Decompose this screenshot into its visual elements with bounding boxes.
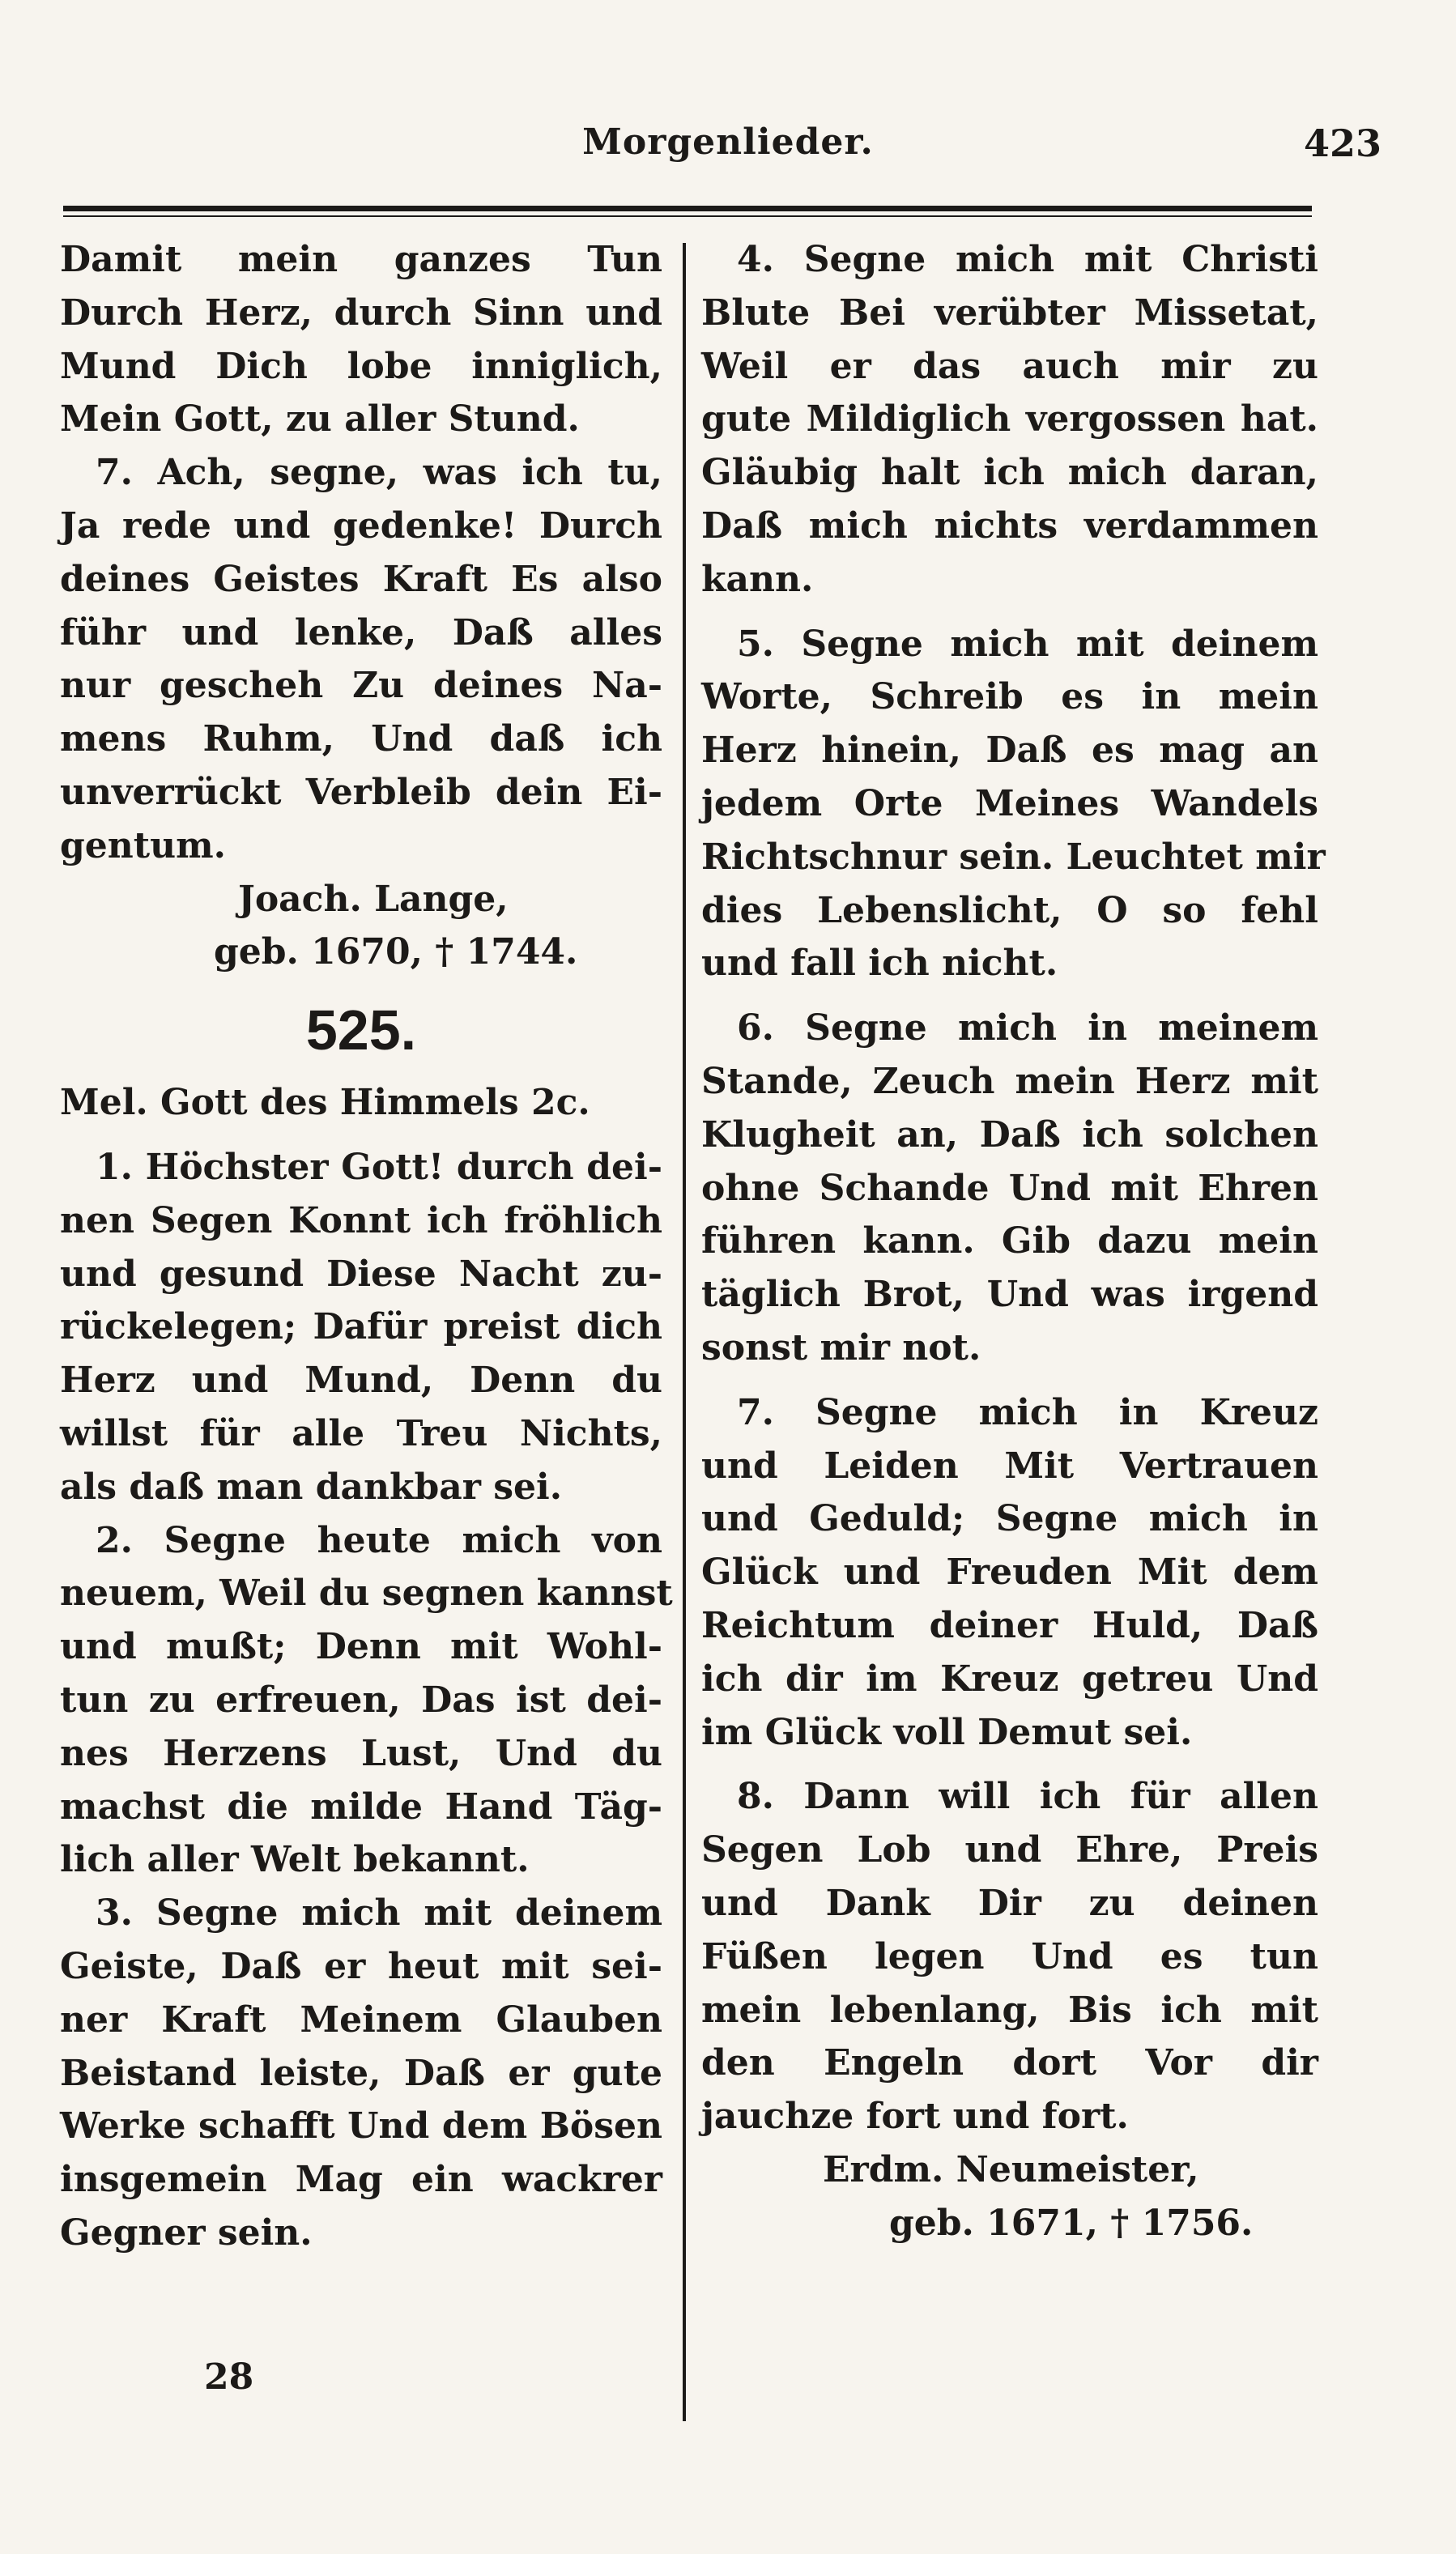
text-line: Mein Gott, zu aller Stund.	[60, 398, 580, 441]
verse-line: mens Ruhm, Und daß ich	[60, 718, 662, 760]
verse-line: Worte, Schreib es in mein	[701, 676, 1318, 718]
melody-line: Mel. Gott des Himmels 2c.	[60, 1082, 590, 1124]
page-number: 423	[1303, 121, 1381, 165]
text-line: Durch Herz, durch Sinn und	[60, 292, 662, 334]
author-attribution	[60, 873, 662, 980]
author-dates: geb. 1671, † 1756.	[889, 2202, 1254, 2244]
verse-line: und mußt; Denn mit Wohl-	[60, 1626, 662, 1668]
printer-signature: 28	[204, 2356, 254, 2398]
verse-line: im Glück voll Demut sei.	[701, 1711, 1193, 1753]
verse-line: rückelegen; Dafür preist dich	[60, 1306, 662, 1348]
verse-line: jedem Orte Meines Wandels	[701, 782, 1318, 824]
verse-line: 4. Segne mich mit Christi	[737, 239, 1318, 280]
verse-line: Füßen legen Und es tun	[701, 1935, 1318, 1977]
verse-line: willst für alle Treu Nichts,	[60, 1412, 662, 1454]
verse-line: kann.	[701, 558, 814, 600]
verse-line: gute Mildiglich vergossen hat.	[701, 398, 1318, 441]
hymn-524-continuation	[60, 233, 662, 446]
verse-line: 7. Ach, segne, was ich tu,	[96, 452, 662, 494]
verse-line: 6. Segne mich in meinem	[737, 1007, 1318, 1049]
verse-line: und gesund Diese Nacht zu-	[60, 1253, 662, 1295]
verse-line: Werke schafft Und dem Bösen	[60, 2105, 662, 2147]
verse-line: 1. Höchster Gott! durch dei-	[96, 1146, 662, 1188]
verse-line: nes Herzens Lust, Und du	[60, 1732, 662, 1774]
hymn-525-verse-5	[701, 618, 1326, 991]
verse-line: Gläubig halt ich mich daran,	[701, 452, 1318, 494]
verse-line: und Geduld; Segne mich in	[701, 1498, 1318, 1540]
verse-line: Ja rede und gedenke! Durch	[60, 504, 662, 547]
verse-line: unverrückt Verbleib dein Ei-	[60, 771, 662, 813]
verse-line: als daß man dankbar sei.	[60, 1466, 563, 1508]
verse-line: tun zu erfreuen, Das ist dei-	[60, 1679, 662, 1721]
verse-line: den Engeln dort Vor dir	[701, 2042, 1318, 2084]
hymn-525-verse-2	[60, 1514, 673, 1888]
verse-line: gentum.	[60, 824, 226, 866]
hymn-525-verse-7	[701, 1386, 1318, 1760]
verse-line: insgemein Mag ein wackrer	[60, 2159, 662, 2201]
verse-line: 7. Segne mich in Kreuz	[737, 1391, 1318, 1433]
verse-line: 5. Segne mich mit deinem	[737, 623, 1318, 665]
header-rule-thin	[63, 215, 1312, 217]
right-column	[701, 233, 1326, 2250]
verse-line: Daß mich nichts verdammen	[701, 504, 1318, 547]
verse-line: Klugheit an, Daß ich solchen	[701, 1113, 1318, 1156]
verse-line: Gegner sein.	[60, 2211, 313, 2254]
verse-line: Weil er das auch mir zu	[701, 345, 1318, 387]
verse-line: Herz hinein, Daß es mag an	[701, 730, 1318, 772]
verse-line: 3. Segne mich mit deinem	[96, 1892, 662, 1935]
hymn-524-verse-7	[60, 446, 662, 872]
verse-line: und fall ich nicht.	[701, 943, 1058, 985]
verse-line: nen Segen Konnt ich fröhlich	[60, 1199, 662, 1241]
verse-line: neuem, Weil du segnen kannst	[60, 1573, 673, 1615]
verse-line: ner Kraft Meinem Glauben	[60, 1999, 662, 2041]
verse-line: Segen Lob und Ehre, Preis	[701, 1829, 1318, 1871]
verse-line: 8. Dann will ich für allen	[737, 1776, 1318, 1818]
author-name: Joach. Lange,	[238, 878, 509, 920]
hymn-525-verse-1	[60, 1141, 662, 1514]
text-line: Damit mein ganzes Tun	[60, 239, 662, 280]
verse-line: täglich Brot, Und was irgend	[701, 1274, 1318, 1316]
hymn-525-verse-3	[60, 1887, 662, 2260]
verse-line: machst die milde Hand Täg-	[60, 1786, 662, 1828]
text-line: Mund Dich lobe inniglich,	[60, 345, 662, 387]
verse-line: 2. Segne heute mich von	[96, 1519, 662, 1561]
verse-line: führ und lenke, Daß alles	[60, 611, 662, 653]
verse-line: jauchze fort und fort.	[701, 2096, 1129, 2138]
verse-line: und Leiden Mit Vertrauen	[701, 1445, 1318, 1487]
verse-line: sonst mir not.	[701, 1326, 981, 1369]
author-attribution	[701, 2143, 1318, 2250]
column-divider	[683, 243, 686, 2421]
hymn-525-verse-8	[701, 1770, 1318, 2143]
verse-line: und Dank Dir zu deinen	[701, 1882, 1318, 1924]
verse-line: Stande, Zeuch mein Herz mit	[701, 1060, 1318, 1102]
verse-line: Glück und Freuden Mit dem	[701, 1552, 1318, 1594]
verse-line: Blute Bei verübter Missetat,	[701, 292, 1318, 334]
verse-line: Herz und Mund, Denn du	[60, 1360, 662, 1402]
left-column	[60, 233, 673, 2260]
hymn-525-verse-4	[701, 233, 1318, 607]
verse-line: Reichtum deiner Huld, Daß	[701, 1604, 1318, 1646]
verse-line: lich aller Welt bekannt.	[60, 1839, 530, 1881]
verse-line: Richtschnur sein. Leuchtet mir	[701, 836, 1326, 878]
verse-line: führen kann. Gib dazu mein	[701, 1220, 1318, 1262]
verse-line: Beistand leiste, Daß er gute	[60, 2052, 662, 2094]
author-name: Erdm. Neumeister,	[823, 2148, 1199, 2190]
verse-line: ich dir im Kreuz getreu Und	[701, 1658, 1318, 1700]
page-header	[63, 121, 1393, 178]
verse-line: dies Lebenslicht, O so fehl	[701, 889, 1318, 931]
header-rule-thick	[63, 206, 1312, 211]
verse-line: mein lebenlang, Bis ich mit	[701, 1989, 1318, 2031]
verse-line: ohne Schande Und mit Ehren	[701, 1167, 1318, 1209]
hymn-525-verse-6	[701, 1002, 1318, 1375]
author-dates: geb. 1670, † 1744.	[214, 931, 578, 973]
verse-line: Geiste, Daß er heut mit sei-	[60, 1945, 662, 1987]
hymn-number: 525.	[305, 998, 417, 1062]
verse-line: deines Geistes Kraft Es also	[60, 558, 662, 600]
verse-line: nur gescheh Zu deines Na-	[60, 665, 662, 707]
running-head: Morgenlieder.	[582, 121, 874, 163]
